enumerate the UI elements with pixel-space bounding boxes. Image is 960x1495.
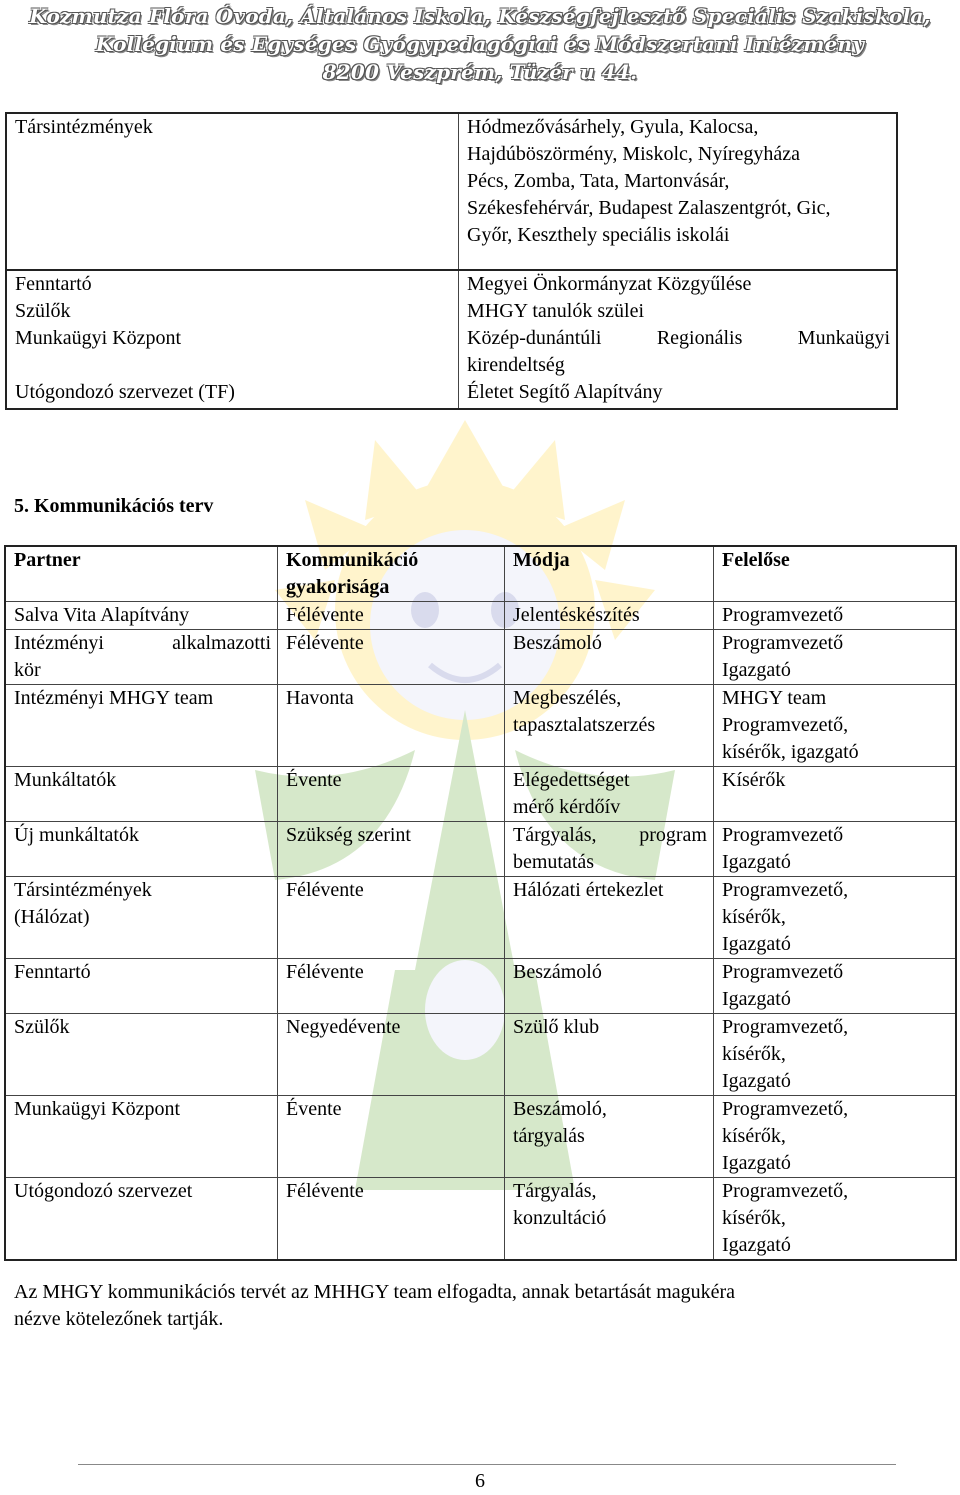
info-value: Közép-dunántúli Regionális Munkaügyi kirendeltség (459, 325, 898, 379)
cell-partner: Salva Vita Alapítvány (5, 602, 278, 630)
cell-partner: Intézményi MHGY team (5, 685, 278, 767)
cell-partner: Fenntartó (5, 959, 278, 1014)
table-row (5, 1178, 956, 1261)
cell-frequency: Negyedévente (278, 1014, 505, 1096)
info-value: Életet Segítő Alapítvány (459, 379, 898, 409)
cell-partner: Munkáltatók (5, 767, 278, 822)
cell-mode: Beszámoló (505, 959, 714, 1014)
closing-paragraph: Az MHGY kommunikációs tervét az MHHGY team elfogadta, annak betartását magukéra nézve kötelezőnek tartják. (14, 1281, 736, 1330)
partner-label: Társintézmények (6, 113, 459, 270)
cell-mode: Tárgyalás, program bemutatás (505, 822, 714, 877)
table-row (5, 1096, 956, 1178)
partner-institutions-table (5, 112, 898, 410)
cell-mode: Jelentéskészítés (505, 602, 714, 630)
cell-responsible: Programvezető, kísérők, Igazgató (714, 1178, 957, 1261)
partner-list: Hódmezővásárhely, Gyula, Kalocsa, Hajdúböszörmény, Miskolc, Nyíregyháza Pécs, Zomba, Tata, Martonvásár, Székesfehérvár, Budapest Zalaszentgrót, Gic, Győr, Keszthely speciális iskolái (459, 113, 898, 270)
col-header-mode: Módja (505, 546, 714, 602)
cell-responsible: Programvezető (714, 602, 957, 630)
cell-mode: Beszámoló (505, 630, 714, 685)
info-label: Munkaügyi Központ (6, 325, 459, 379)
col-header-partner: Partner (5, 546, 278, 602)
table-row (5, 685, 956, 767)
cell-mode: Szülő klub (505, 1014, 714, 1096)
cell-frequency: Félévente (278, 602, 505, 630)
cell-responsible: Programvezető, kísérők, Igazgató (714, 1096, 957, 1178)
table-row (5, 959, 956, 1014)
cell-responsible: Kísérők (714, 767, 957, 822)
cell-frequency: Évente (278, 767, 505, 822)
cell-partner: Munkaügyi Központ (5, 1096, 278, 1178)
cell-frequency: Félévente (278, 959, 505, 1014)
cell-mode: Hálózati értekezlet (505, 877, 714, 959)
cell-frequency: Havonta (278, 685, 505, 767)
cell-frequency: Félévente (278, 877, 505, 959)
header-line-2: Kollégium és Egységes Gyógypedagógiai és Módszertani Intézmény (95, 32, 865, 56)
cell-partner: Társintézmények (Hálózat) (5, 877, 278, 959)
communication-plan-table (4, 545, 957, 1261)
page-number: 6 (475, 1470, 485, 1492)
cell-partner: Szülők (5, 1014, 278, 1096)
cell-responsible: Programvezető Igazgató (714, 959, 957, 1014)
cell-responsible: Programvezető Igazgató (714, 630, 957, 685)
cell-mode: Megbeszélés, tapasztalatszerzés (505, 685, 714, 767)
cell-partner: Intézményi alkalmazotti kör (5, 630, 278, 685)
cell-frequency: Félévente (278, 630, 505, 685)
cell-frequency: Szükség szerint (278, 822, 505, 877)
cell-mode: Tárgyalás, konzultáció (505, 1178, 714, 1261)
cell-mode: Beszámoló, tárgyalás (505, 1096, 714, 1178)
footer-rule (78, 1464, 896, 1465)
cell-partner: Új munkáltatók (5, 822, 278, 877)
cell-mode: Elégedettséget mérő kérdőív (505, 767, 714, 822)
cell-responsible: Programvezető, kísérők, Igazgató (714, 1014, 957, 1096)
cell-frequency: Félévente (278, 1178, 505, 1261)
cell-responsible: Programvezető, kísérők, Igazgató (714, 877, 957, 959)
section-title: 5. Kommunikációs terv (14, 495, 214, 517)
info-value: MHGY tanulók szülei (459, 298, 898, 325)
table-row (5, 877, 956, 959)
table-header-row (5, 546, 956, 602)
table-row (5, 630, 956, 685)
cell-partner: Utógondozó szervezet (5, 1178, 278, 1261)
info-label: Utógondozó szervezet (TF) (6, 379, 459, 409)
header-line-3: 8200 Veszprém, Tüzér u 44. (322, 60, 638, 84)
table-row (5, 1014, 956, 1096)
document-header (0, 2, 960, 86)
col-header-responsible: Felelőse (714, 546, 957, 602)
table-row (5, 602, 956, 630)
info-label: Szülők (6, 298, 459, 325)
cell-responsible: MHGY team Programvezető, kísérők, igazgató (714, 685, 957, 767)
table-row (5, 822, 956, 877)
table-row (5, 767, 956, 822)
cell-frequency: Évente (278, 1096, 505, 1178)
cell-responsible: Programvezető Igazgató (714, 822, 957, 877)
info-label: Fenntartó (6, 270, 459, 298)
col-header-frequency: Kommunikáció gyakorisága (278, 546, 505, 602)
info-value: Megyei Önkormányzat Közgyűlése (459, 270, 898, 298)
header-line-1: Kozmutza Flóra Óvoda, Általános Iskola, Készségfejlesztő Speciális Szakiskola, (29, 4, 931, 28)
